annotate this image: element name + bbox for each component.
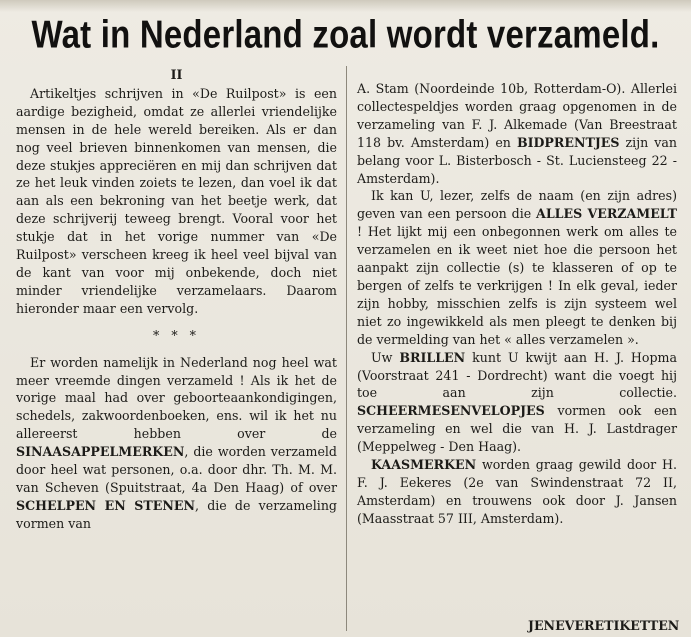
- section-number: II: [170, 67, 183, 82]
- right-paragraph-1: [357, 80, 677, 187]
- alles-verzamelt-keyword: ALLES VERZAMELT: [536, 206, 677, 222]
- right-paragraph-3: [357, 349, 677, 456]
- right-column: [357, 80, 677, 528]
- bleed-through-strip: [0, 0, 691, 12]
- jeneveretiketten-keyword: JENEVERETIKETTEN: [528, 618, 680, 633]
- left-p2-text-e: , die de verzameling vormen van: [16, 497, 337, 531]
- right-paragraph-2: [357, 187, 677, 348]
- schelpen-en-stenen-keyword: SCHELPEN EN STENEN: [16, 497, 195, 513]
- scheermesenvelopjes-keyword: SCHEERMESENVELOPJES: [357, 403, 545, 419]
- left-paragraph-2: [16, 354, 337, 533]
- bidprentjes-keyword: BIDPRENTJES: [516, 134, 620, 150]
- left-p2-text-a: Er worden namelijk in Nederland nog heel wat meer vreemde dingen verzameld ! Als ik het de vorige maal had over geboorteaankondigingen, schedels, zakwoordenboeken, ens. wil ik het nu allereerst hebben over de: [16, 354, 337, 442]
- right-p2-text-a: Ik kan U, lezer, zelfs de naam (en zijn adres) geven van een persoon die: [357, 188, 677, 222]
- kaasmerken-keyword: KAASMERKEN: [371, 457, 477, 473]
- left-paragraph-1: Artikeltjes schrijven in «De Ruilpost» is een aardige bezigheid, omdat ze allerlei vriendelijke mensen in de hele wereld bereiken. Als er dan nog veel brieven binnenkomen van mensen, die deze stukjes appreciëren en mij dan schrijven dat ze het leuk vinden zoiets te lezen, dan voel ik dat aan als een bekroning van het beetje werk, dat deze schrijverij teweeg brengt. Vooral voor het stukje dat in het vorige nummer van «De Ruilpost» verscheen kreeg ik heel veel bijval van de kant van voor mij onbekende, doch niet minder vriendelijke verzamelaars. Daarom hieronder maar een vervolg.: [16, 85, 337, 316]
- right-p4-text-b: worden graag gewild door H. F. J. Eekeres (2e van Swindenstraat 72 II, Amsterdam) en trouwens ook door J. Jansen (Maasstraat 57 III, Amsterdam).: [357, 457, 677, 526]
- right-p1-text-a: A. Stam (Noordeinde 10b, Rotterdam-O). Allerlei collectespeldjes worden graag opgenomen in de verzameling van F. J. Alkemade (Van Breestraat 118 bv. Amsterdam) en: [357, 81, 677, 150]
- right-p3-text-a: Uw: [371, 349, 400, 365]
- column-divider: [346, 66, 347, 631]
- section-separator: * * *: [153, 327, 200, 343]
- right-p2-text-c: ! Het lijkt mij een onbegonnen werk om alles te verzamelen en ik weet niet hoe die persoon het aanpakt zijn collectie (s) te klasseren of op te bergen of zelfs te verkrijgen ! In elk geval, ieder zijn hobby, misschien zelfs is zijn systeem wel niet zo ingewikkeld als men pleegt te denken bij de vermelding van het « alles verzamelen ».: [357, 224, 677, 347]
- right-p1-text-c: zijn van belang voor L. Bisterbosch - St. Luciensteeg 22 - Amsterdam).: [357, 134, 677, 186]
- headline: Wat in Nederland zoal wordt verzameld.: [31, 12, 660, 56]
- right-paragraph-4: [357, 456, 677, 528]
- left-column: [16, 62, 337, 533]
- right-p3-text-e: vormen ook een verzameling en wel die van H. J. Lastdrager (Meppelweg - Den Haag).: [357, 403, 677, 455]
- left-p2-text-c: , die worden verzameld door heel wat personen, o.a. door dhr. Th. M. M. van Scheven (Spuitstraat, 4a Den Haag) of over: [16, 444, 337, 495]
- sinaasappelmerken-keyword: SINAASAPPELMERKEN: [16, 444, 185, 460]
- right-p3-text-c: kunt U kwijt aan H. J. Hopma (Voorstraat 241 - Dordrecht) want die voegt hij toe aan zijn collectie.: [357, 349, 677, 401]
- brillen-keyword: BRILLEN: [399, 349, 466, 365]
